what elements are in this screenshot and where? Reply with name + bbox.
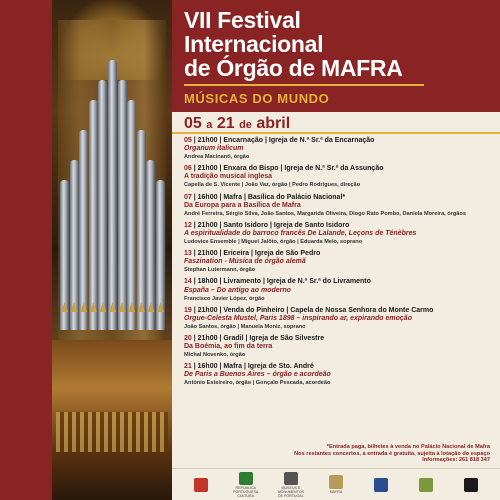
organ-pipe	[137, 130, 146, 330]
organ-pipe	[60, 180, 69, 330]
organ-pipe	[98, 80, 107, 330]
organ-pipe	[127, 100, 136, 330]
event-performers: Michal Novenko, órgão	[184, 352, 246, 359]
event-details	[184, 307, 492, 315]
event-list	[172, 134, 500, 388]
event-performers: Capella de S. Vicente | João Vaz, órgão | Pedro Rodrigues, direção	[184, 182, 361, 189]
event-day: 05	[184, 137, 192, 144]
event-time-place: | 16h00 | Mafra | Igreja de Sto. André	[191, 363, 314, 371]
event-item	[184, 363, 492, 387]
date-end: 21	[216, 115, 235, 132]
event-title: A tradição musical inglesa	[184, 173, 273, 181]
event-day: 12	[184, 221, 192, 229]
event-title: Orgue-Celesta Mustel, Paris 1898 – inspirando ar, expirando emoção	[184, 314, 412, 322]
event-title: Faszination - Música de órgão alemã	[184, 258, 306, 266]
event-item	[184, 222, 492, 246]
event-item	[184, 278, 492, 302]
event-time-place: | 21h00 | Venda do Pinheiro | Capela de Nossa Senhora do Monte Carmo	[191, 306, 434, 314]
organ-pipe	[118, 80, 127, 330]
event-item	[184, 335, 492, 359]
organ-pipe	[89, 100, 98, 330]
event-time-place: | 21h00 | Santo Isidoro | Igreja de Santo Isidoro	[191, 221, 350, 229]
pipe-mouth	[119, 302, 126, 312]
organ-pipe	[146, 160, 155, 330]
pipe-mouth	[61, 302, 68, 312]
event-performers: António Esteireiro, órgão | Gonçalo Pescada, acordeão	[184, 380, 331, 387]
organ-pipe	[108, 60, 117, 330]
date-separator: a	[206, 119, 213, 131]
event-title: A espiritualidade do barroco francês De Lalande, Leçons de Ténèbres	[184, 229, 417, 237]
title-line-1: VII Festival	[184, 7, 301, 33]
logo-mark	[419, 478, 433, 492]
pipe-mouth	[109, 302, 116, 312]
logo-text: REPÚBLICA PORTUGUESA CULTURA	[233, 485, 259, 498]
event-details	[184, 137, 492, 145]
event-day: 21	[184, 363, 192, 371]
festival-title	[184, 8, 490, 80]
parish-logo-icon	[411, 472, 441, 498]
event-day: 20	[184, 334, 192, 342]
organ-pipe	[79, 130, 88, 330]
logo-mark	[374, 478, 388, 492]
event-performers: Stephan Lutermann, órgão	[184, 267, 256, 274]
museums-icon	[276, 472, 306, 498]
event-item	[184, 165, 492, 189]
event-performers: Ludovice Ensemble | Miguel Jalôto, órgão | Eduarda Melo, soprano	[184, 239, 363, 246]
pipe-mouth	[128, 302, 135, 312]
event-item	[184, 137, 492, 161]
date-start: 05	[184, 115, 202, 132]
event-title: Da Boémia, ao fim da terra	[184, 343, 273, 351]
festival-logo-icon	[366, 472, 396, 498]
event-title: España – Do antigo ao moderno	[184, 286, 291, 294]
event-day: 14	[184, 278, 192, 286]
event-item	[184, 250, 492, 274]
logo-mark	[329, 475, 343, 489]
poster-header	[172, 0, 500, 112]
footer-note	[270, 444, 490, 464]
logo-mark	[284, 472, 298, 485]
event-title: De Paris a Buenos Aires – órgão e acordeão	[184, 371, 331, 379]
event-item	[184, 307, 492, 331]
logo-mark	[464, 478, 478, 492]
event-day: 13	[184, 250, 192, 258]
event-details	[184, 335, 492, 343]
republic-flag-icon	[231, 472, 261, 498]
logo-mark	[239, 472, 253, 485]
organ-photo	[52, 0, 172, 500]
festival-subtitle: MÚSICAS DO MUNDO	[184, 91, 330, 106]
event-time-place: | 21h00 | Enxara do Bispo | Igreja de N.ª Sr.ª da Assunção	[191, 165, 384, 173]
logo-mark	[194, 478, 208, 492]
festival-dates	[172, 112, 500, 134]
footer-note-line-2: Nos restantes concertos, a entrada é gratuita, sujeita à lotação do espaço	[294, 450, 490, 457]
pipe-mouth	[99, 302, 106, 312]
title-line-2: Internacional	[184, 31, 324, 57]
mafra-crest-icon	[186, 472, 216, 498]
event-details	[184, 363, 492, 371]
event-day: 19	[184, 306, 192, 314]
event-performers: Andrea Macinanti, órgão	[184, 154, 250, 161]
event-title: Da Europa para a Basílica de Mafra	[184, 201, 301, 209]
event-performers: André Ferreira, Sérgio Silva, João Santos, Margarida Oliveira, Diogo Rato Pombo, Daniela Moreira, órgãos	[184, 210, 466, 217]
event-item	[184, 194, 492, 218]
organ-pipe	[70, 160, 79, 330]
radio-logo-icon	[456, 472, 486, 498]
left-border	[0, 0, 52, 500]
pipe-mouth	[90, 302, 97, 312]
footer-note-info: Informações: 261 818 347	[422, 457, 490, 464]
event-time-place: | 21h00 | Ericeira | Igreja de São Pedro	[191, 250, 321, 258]
event-performers: Francisco Javier López, órgão	[184, 295, 265, 302]
title-line-3: de Órgão de MAFRA	[184, 55, 403, 81]
event-performers: João Santos, órgão | Manuela Moniz, soprano	[184, 323, 306, 330]
event-time-place: | 18h00 | Livramento | Igreja de N.ª Sr.ª do Livramento	[191, 278, 371, 286]
logo-text: MAFRA	[329, 490, 343, 494]
event-details	[184, 278, 492, 286]
event-day: 07	[184, 193, 192, 201]
event-details	[184, 194, 492, 202]
event-details	[184, 250, 492, 258]
event-day: 06	[184, 165, 192, 173]
palacio-mafra-icon	[321, 472, 351, 498]
date-month: abril	[256, 115, 291, 132]
title-underline	[184, 84, 424, 86]
event-time-place: | 21h00 | Gradil | Igreja de São Silvestre	[191, 334, 325, 342]
poster-content	[172, 0, 500, 500]
organ-railing	[56, 412, 168, 452]
pipe-mouth	[138, 302, 145, 312]
footer-note-line-1: *Entrada paga, bilhetes à venda no Palácio Nacional de Mafra	[326, 444, 490, 450]
event-details	[184, 222, 492, 230]
pipe-mouth	[71, 302, 78, 312]
event-time-place: | 21h00 | Encarnação | Igreja de N.ª Sr.ª da Encarnação	[191, 137, 375, 144]
date-de: de	[239, 119, 252, 131]
logo-text: MUSEUS E MONUMENTOS DE PORTUGAL	[277, 485, 304, 498]
event-title: Organum italicum	[184, 145, 244, 153]
pipe-mouth	[80, 302, 87, 312]
event-time-place: | 16h00 | Mafra | Basílica do Palácio Nacional*	[191, 193, 346, 201]
event-details	[184, 165, 492, 173]
pipe-mouth	[147, 302, 154, 312]
pipe-mouth	[157, 302, 164, 312]
organ-pipe	[156, 180, 165, 330]
sponsor-logos	[172, 468, 500, 500]
